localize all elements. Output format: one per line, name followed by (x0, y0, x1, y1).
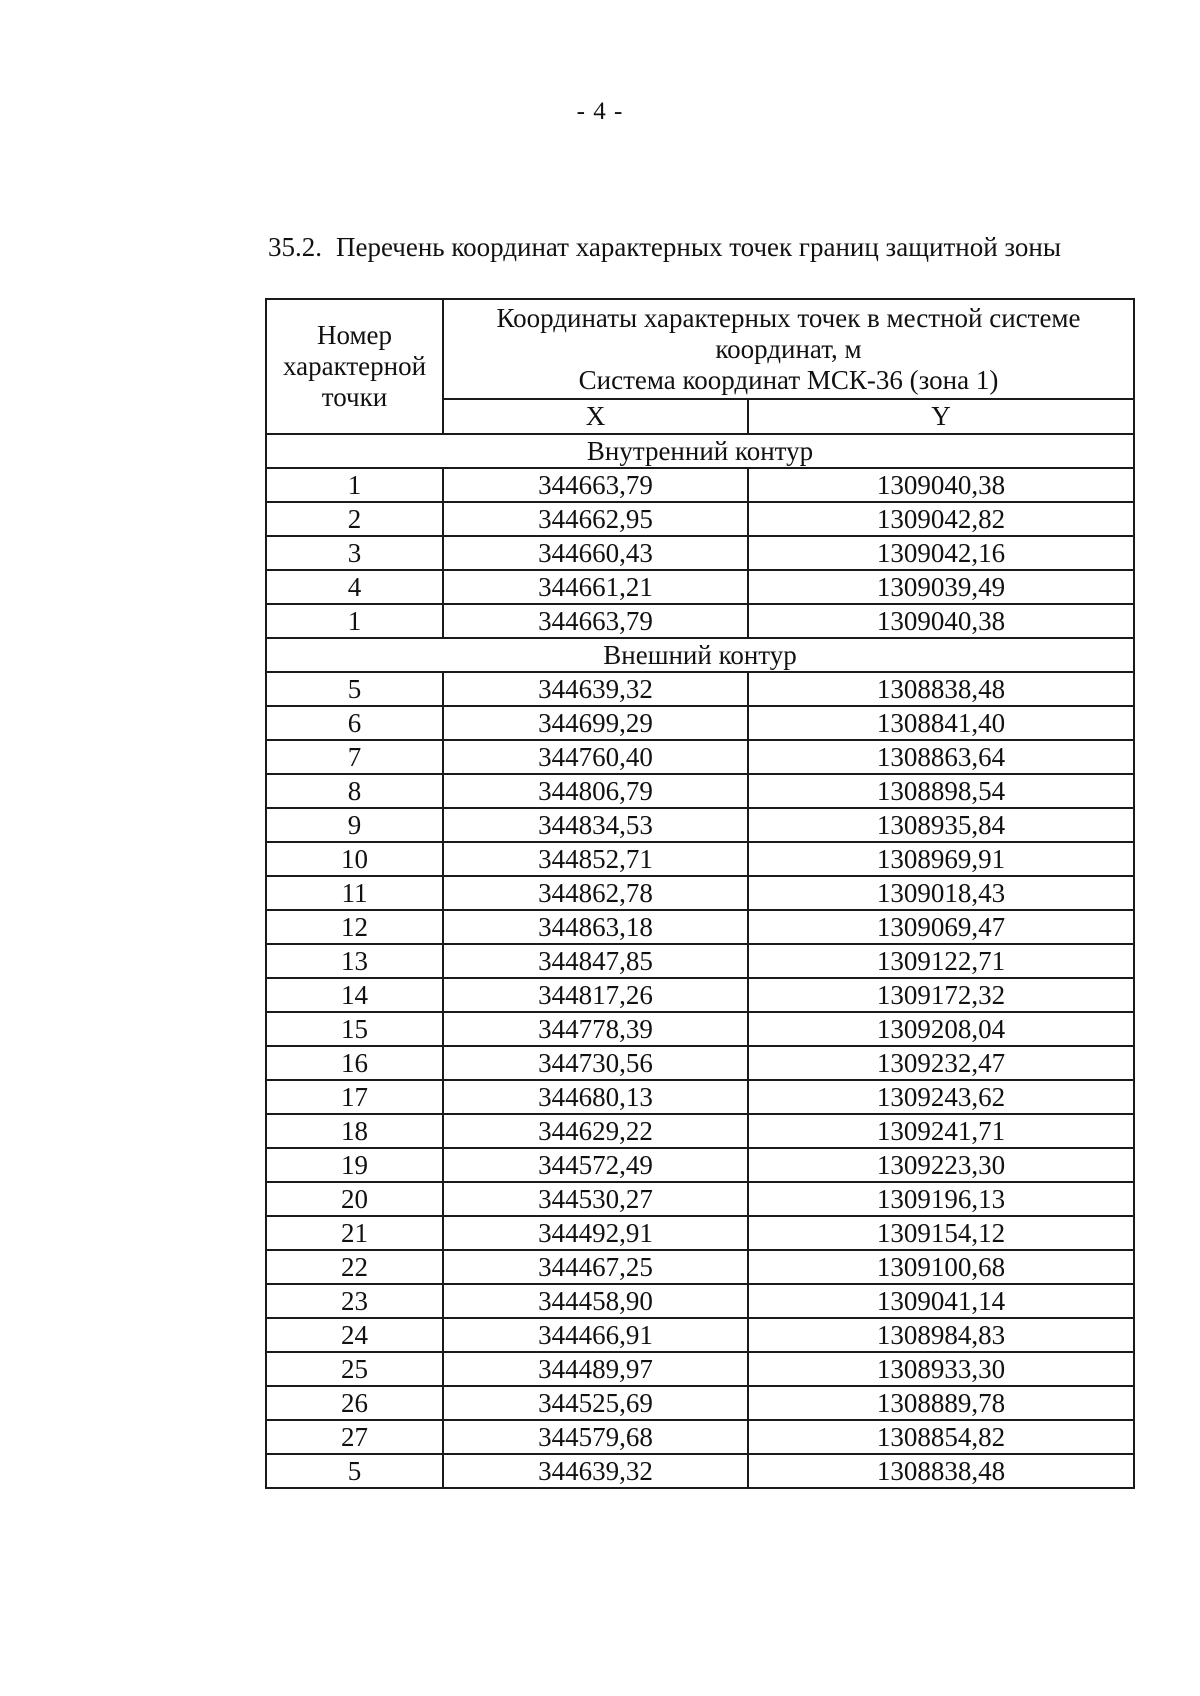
y-coordinate-cell: 1308841,40 (748, 706, 1134, 740)
table-row (266, 1284, 1134, 1318)
table-row (266, 1454, 1134, 1488)
x-coordinate-cell: 344629,22 (443, 1114, 748, 1148)
y-coordinate-cell: 1309040,38 (748, 468, 1134, 502)
header-coordinates-line2: координат, м (715, 333, 862, 364)
table-row (266, 706, 1134, 740)
table-row (266, 1012, 1134, 1046)
x-coordinate-cell: 344572,49 (443, 1148, 748, 1182)
x-coordinate-cell: 344661,21 (443, 570, 748, 604)
header-coordinates-line1: Координаты характерных точек в местной системе (496, 302, 1081, 333)
table-row (266, 1080, 1134, 1114)
point-number-cell: 1 (266, 468, 443, 502)
point-number-cell: 17 (266, 1080, 443, 1114)
y-coordinate-cell: 1308984,83 (748, 1318, 1134, 1352)
table-row (266, 604, 1134, 638)
point-number-cell: 6 (266, 706, 443, 740)
point-number-cell: 20 (266, 1182, 443, 1216)
y-coordinate-cell: 1308935,84 (748, 808, 1134, 842)
page-number: - 4 - (576, 98, 624, 125)
y-coordinate-cell: 1309241,71 (748, 1114, 1134, 1148)
y-coordinate-cell: 1308898,54 (748, 774, 1134, 808)
y-coordinate-cell: 1309042,82 (748, 502, 1134, 536)
table-row (266, 1216, 1134, 1250)
table-row (266, 672, 1134, 706)
table-row (266, 842, 1134, 876)
point-number-cell: 13 (266, 944, 443, 978)
x-coordinate-cell: 344852,71 (443, 842, 748, 876)
section-row (266, 638, 1134, 672)
x-coordinate-cell: 344680,13 (443, 1080, 748, 1114)
x-coordinate-cell: 344492,91 (443, 1216, 748, 1250)
x-coordinate-cell: 344579,68 (443, 1420, 748, 1454)
table-row (266, 740, 1134, 774)
table-row (266, 536, 1134, 570)
table-row (266, 944, 1134, 978)
x-coordinate-cell: 344458,90 (443, 1284, 748, 1318)
point-number-cell: 26 (266, 1386, 443, 1420)
y-coordinate-cell: 1309040,38 (748, 604, 1134, 638)
point-number-cell: 21 (266, 1216, 443, 1250)
y-coordinate-cell: 1308889,78 (748, 1386, 1134, 1420)
point-number-cell: 23 (266, 1284, 443, 1318)
y-coordinate-cell: 1309243,62 (748, 1080, 1134, 1114)
y-coordinate-cell: 1308969,91 (748, 842, 1134, 876)
section-heading (268, 232, 1061, 263)
table-row (266, 1182, 1134, 1216)
point-number-cell: 11 (266, 876, 443, 910)
x-coordinate-cell: 344525,69 (443, 1386, 748, 1420)
y-coordinate-cell: 1309018,43 (748, 876, 1134, 910)
table-row (266, 774, 1134, 808)
x-coordinate-cell: 344778,39 (443, 1012, 748, 1046)
y-coordinate-cell: 1308838,48 (748, 1454, 1134, 1488)
x-coordinate-cell: 344817,26 (443, 978, 748, 1012)
table-row (266, 978, 1134, 1012)
point-number-cell: 14 (266, 978, 443, 1012)
section-title-cell: Внутренний контур (266, 434, 1134, 468)
x-coordinate-cell: 344662,95 (443, 502, 748, 536)
point-number-cell: 1 (266, 604, 443, 638)
point-number-cell: 24 (266, 1318, 443, 1352)
x-coordinate-cell: 344730,56 (443, 1046, 748, 1080)
point-number-cell: 4 (266, 570, 443, 604)
point-number-cell: 7 (266, 740, 443, 774)
point-number-cell: 12 (266, 910, 443, 944)
x-coordinate-cell: 344847,85 (443, 944, 748, 978)
point-number-cell: 27 (266, 1420, 443, 1454)
x-coordinate-cell: 344863,18 (443, 910, 748, 944)
x-coordinate-cell: 344660,43 (443, 536, 748, 570)
header-coordinates-line3: Система координат МСК-36 (зона 1) (578, 364, 999, 395)
point-number-cell: 22 (266, 1250, 443, 1284)
x-coordinate-cell: 344760,40 (443, 740, 748, 774)
table-row (266, 1148, 1134, 1182)
table-row (266, 1046, 1134, 1080)
table-row (266, 808, 1134, 842)
y-coordinate-cell: 1309100,68 (748, 1250, 1134, 1284)
point-number-cell: 16 (266, 1046, 443, 1080)
x-coordinate-cell: 344699,29 (443, 706, 748, 740)
point-number-cell: 5 (266, 672, 443, 706)
table-row (266, 1318, 1134, 1352)
x-coordinate-cell: 344806,79 (443, 774, 748, 808)
y-coordinate-cell: 1309042,16 (748, 536, 1134, 570)
section-row (266, 434, 1134, 468)
table-row (266, 910, 1134, 944)
x-coordinate-cell: 344639,32 (443, 672, 748, 706)
point-number-cell: 15 (266, 1012, 443, 1046)
x-coordinate-cell: 344489,97 (443, 1352, 748, 1386)
header-y: Y (748, 399, 1134, 434)
y-coordinate-cell: 1309041,14 (748, 1284, 1134, 1318)
x-coordinate-cell: 344834,53 (443, 808, 748, 842)
table-body (266, 434, 1134, 1488)
x-coordinate-cell: 344663,79 (443, 468, 748, 502)
table-header (266, 299, 1134, 434)
point-number-cell: 8 (266, 774, 443, 808)
table-row (266, 876, 1134, 910)
y-coordinate-cell: 1309122,71 (748, 944, 1134, 978)
y-coordinate-cell: 1309172,32 (748, 978, 1134, 1012)
y-coordinate-cell: 1309232,47 (748, 1046, 1134, 1080)
y-coordinate-cell: 1309069,47 (748, 910, 1134, 944)
table-row (266, 502, 1134, 536)
header-coordinates (443, 299, 1134, 399)
coordinates-table (265, 298, 1135, 1489)
y-coordinate-cell: 1308933,30 (748, 1352, 1134, 1386)
y-coordinate-cell: 1309039,49 (748, 570, 1134, 604)
point-number-cell: 9 (266, 808, 443, 842)
table-row (266, 570, 1134, 604)
y-coordinate-cell: 1308854,82 (748, 1420, 1134, 1454)
y-coordinate-cell: 1309196,13 (748, 1182, 1134, 1216)
header-point-number: Номер характерной точки (266, 299, 443, 434)
point-number-cell: 10 (266, 842, 443, 876)
table-row (266, 1420, 1134, 1454)
y-coordinate-cell: 1309223,30 (748, 1148, 1134, 1182)
x-coordinate-cell: 344639,32 (443, 1454, 748, 1488)
point-number-cell: 25 (266, 1352, 443, 1386)
y-coordinate-cell: 1308838,48 (748, 672, 1134, 706)
table-row (266, 1250, 1134, 1284)
table-row (266, 1386, 1134, 1420)
point-number-cell: 18 (266, 1114, 443, 1148)
point-number-cell: 5 (266, 1454, 443, 1488)
section-title: Перечень координат характерных точек границ защитной зоны (336, 232, 1061, 262)
section-number: 35.2. (268, 232, 322, 262)
y-coordinate-cell: 1309154,12 (748, 1216, 1134, 1250)
header-x: X (443, 399, 748, 434)
point-number-cell: 2 (266, 502, 443, 536)
table-row (266, 1114, 1134, 1148)
x-coordinate-cell: 344466,91 (443, 1318, 748, 1352)
table-row (266, 468, 1134, 502)
point-number-cell: 19 (266, 1148, 443, 1182)
table-row (266, 1352, 1134, 1386)
section-title-cell: Внешний контур (266, 638, 1134, 672)
x-coordinate-cell: 344862,78 (443, 876, 748, 910)
y-coordinate-cell: 1309208,04 (748, 1012, 1134, 1046)
y-coordinate-cell: 1308863,64 (748, 740, 1134, 774)
x-coordinate-cell: 344663,79 (443, 604, 748, 638)
x-coordinate-cell: 344467,25 (443, 1250, 748, 1284)
x-coordinate-cell: 344530,27 (443, 1182, 748, 1216)
point-number-cell: 3 (266, 536, 443, 570)
